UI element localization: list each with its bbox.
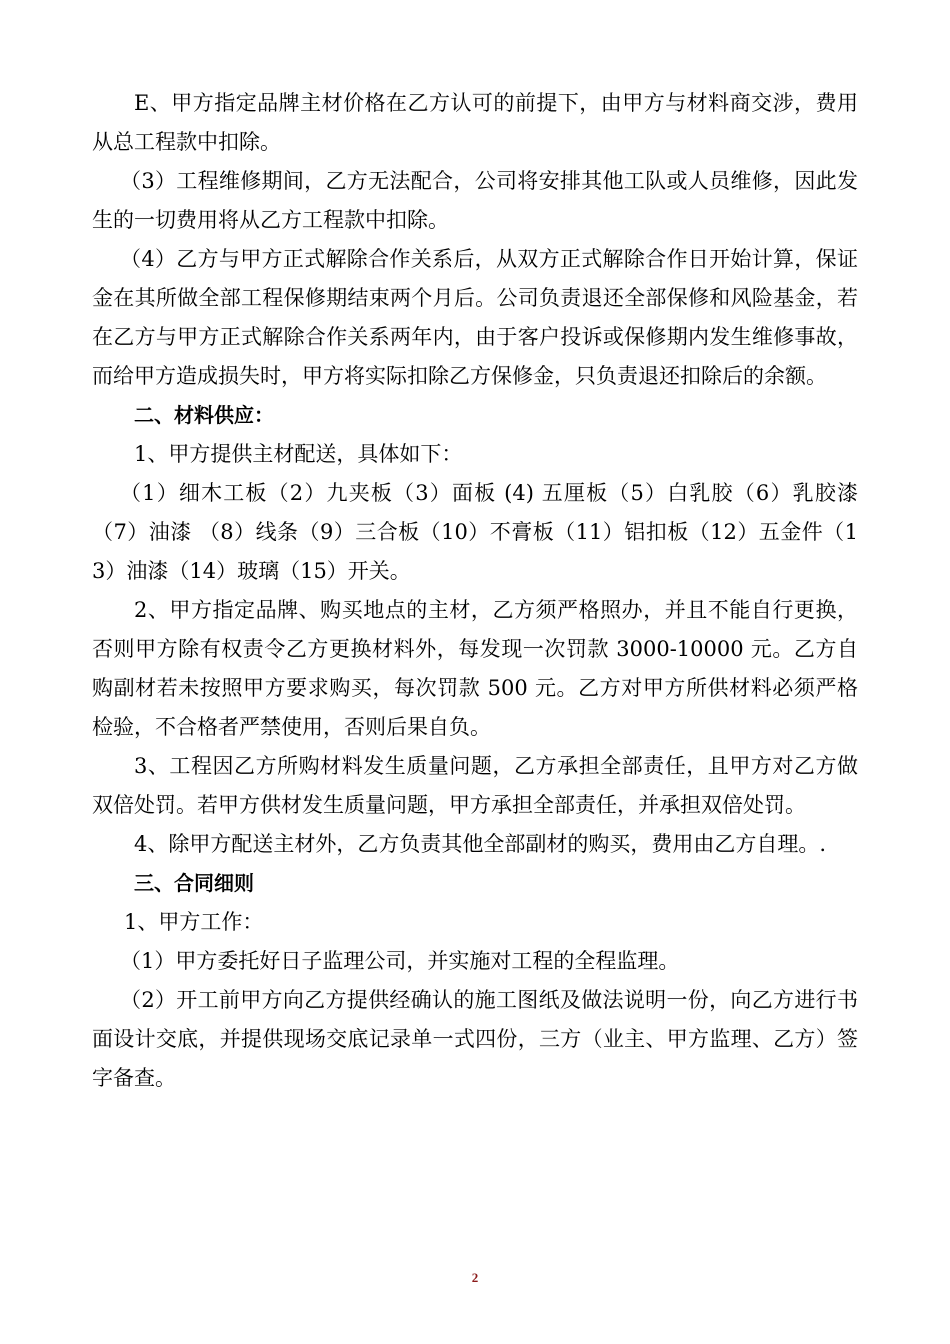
paragraph-quality-issues: 3、工程因乙方所购材料发生质量问题，乙方承担全部责任，且甲方对乙方做双倍处罚。若甲方供材发生质量问题，甲方承担全部责任，并承担双倍处罚。	[92, 754, 858, 817]
paragraph-auxiliary-materials: 4、除甲方配送主材外，乙方负责其他全部副材的购买，费用由乙方自理。.	[134, 832, 827, 856]
paragraph-construction-drawings: （2）开工前甲方向乙方提供经确认的施工图纸及做法说明一份，向乙方进行书面设计交底，并提供现场交底记录单一式四份，三方（业主、甲方监理、乙方）签字备查。	[92, 988, 858, 1090]
paragraph-supervision: （1）甲方委托好日子监理公司，并实施对工程的全程监理。	[120, 949, 680, 973]
section-heading-material-supply: 二、材料供应：	[134, 403, 274, 427]
paragraph-designated-brands: 2、甲方指定品牌、购买地点的主材，乙方须严格照办，并且不能自行更换，否则甲方除有权责令乙方更换材料外，每发现一次罚款 3000-10000 元。乙方自购副材若未按照甲方要求购买，每次罚款 500 元。乙方对甲方所供材料必须严格检验，不合格者严禁使用，否则后果自负。	[92, 598, 858, 739]
paragraph-maintenance-period: （3）工程维修期间，乙方无法配合，公司将安排其他工队或人员维修，因此发生的一切费用将从乙方工程款中扣除。	[92, 169, 858, 232]
page-number: 2	[471, 1270, 479, 1285]
paragraph-termination-deposit: （4）乙方与甲方正式解除合作关系后，从双方正式解除合作日开始计算，保证金在其所做全部工程保修期结束两个月后。公司负责退还全部保修和风险基金，若在乙方与甲方正式解除合作关系两年内，由于客户投诉或保修期内发生维修事故，而给甲方造成损失时，甲方将实际扣除乙方保修金，只负责退还扣除后的余额。	[92, 247, 858, 388]
section-heading-contract-details: 三、合同细则	[134, 871, 254, 895]
paragraph-material-list: （1）细木工板（2）九夹板（3）面板 (4) 五厘板（5）白乳胶（6）乳胶漆（7）油漆 （8）线条（9）三合板（10）不膏板（11）铝扣板（12）五金件（13）油漆（14）玻璃（15）开关。	[92, 481, 858, 583]
paragraph-main-material-delivery: 1、甲方提供主材配送，具体如下：	[134, 442, 463, 466]
paragraph-e-brand-materials: E、甲方指定品牌主材价格在乙方认可的前提下，由甲方与材料商交涉，费用从总工程款中扣除。	[92, 91, 858, 154]
document-body	[92, 84, 858, 1098]
paragraph-party-a-work: 1、甲方工作：	[124, 910, 264, 934]
